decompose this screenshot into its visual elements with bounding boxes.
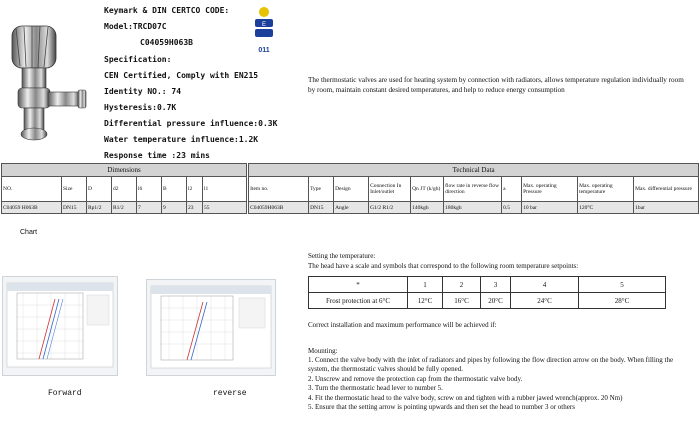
table-cell: R1/2 [112,202,137,214]
mounting-step: 3. Turn the thermostatic head lever to number 5. [308,384,443,393]
table-cell: 180kgh [444,202,502,214]
table-header-cell: l1 [203,177,247,202]
mounting-step: 4. Fit the thermostatic head to the valve body, screw on and tighten with a rubber jawed wrench(approx. 20 Nm) [308,393,623,402]
differential-pressure-influence: Differential pressure influence:0.3K [104,119,278,128]
temperature-header-cell: 3 [481,277,511,293]
temperature-cell: 28°C [579,293,666,309]
identity-number: Identity NO.: 74 [104,87,182,96]
model-number: Model:TRCD07C [104,22,167,31]
table-header-cell: Max. operating temperature [578,177,634,202]
table-header-cell: a [502,177,522,202]
temperature-cell: 12°C [408,293,443,309]
technical-data-header: Technical Data [249,164,699,177]
table-cell: 1bar [634,202,699,214]
table-header-cell: l6 [137,177,162,202]
table-header-cell: Qn JT (k/gh) [411,177,444,202]
table-header-cell: Max. differential pressure [634,177,699,202]
table-header-cell: Max. operating Pressure [522,177,578,202]
table-cell: Rp1/2 [87,202,112,214]
reverse-chart-image [146,279,276,376]
forward-caption: Forward [48,389,82,398]
temperature-cell: 20°C [481,293,511,309]
hysteresis: Hysteresis:0.7K [104,103,177,112]
table-cell: 140kgh [411,202,444,214]
reverse-caption: reverse [213,389,247,398]
spec-table [1,163,699,214]
table-cell: DN15 [62,202,87,214]
chart-label: Chart [20,229,38,236]
temperature-table [308,276,666,309]
temperature-header-row [309,277,666,293]
table-header-cell: l2 [187,177,203,202]
product-code: C04059H063B [140,38,193,47]
temperature-header-cell: 1 [408,277,443,293]
table-cell: DN15 [309,202,334,214]
temperature-header-cell: 4 [511,277,579,293]
table-cell: 55 [203,202,247,214]
table-header-cell: d2 [112,177,137,202]
reverse-chart-graphic [147,280,275,375]
table-cell: 10 bar [522,202,578,214]
mounting-step: 1. Connect the valve body with the inlet of radiators and pipes by following the flow direction arrow on the body. When filling the system, the thermostatic valves should be fully opened. [308,356,674,374]
table-cell: 0.5 [502,202,522,214]
mounting-title: Mounting: [308,347,338,355]
table-row [2,202,699,214]
temperature-header-cell: 5 [579,277,666,293]
cen-certified: CEN Certified, Comply with EN215 [104,71,259,80]
temperature-cell: 24°C [511,293,579,309]
svg-text:E: E [261,22,267,28]
forward-chart-image [2,276,118,376]
table-header-cell: Item no. [249,177,309,202]
temperature-header-cell: 2 [443,277,481,293]
keymark-logo [253,6,275,52]
table-cell: 120°C [578,202,634,214]
response-time: Response time :23 mins [104,151,210,160]
table-cell: C04059 H063B [2,202,62,214]
dimensions-header: Dimensions [2,164,247,177]
water-temperature-influence: Water temperature influence:1.2K [104,135,259,144]
table-group-row [2,164,699,177]
table-header-cell: Type [309,177,334,202]
table-cell: 7 [137,202,162,214]
table-header-row [2,177,699,202]
intro-text: The thermostatic valves are used for heating system by connection with radiators, allows temperature regulation individually room by room, maintain constant desired temperatures, and help to reduce energy consumption [308,76,684,94]
table-header-cell: D [87,177,112,202]
setting-title: Setting the temperature: [308,252,376,260]
mounting-step: 2. Unscrew and remove the protection cap from the thermostatic valve body. [308,374,523,383]
keymark-icon [253,6,275,42]
table-cell: 9 [162,202,187,214]
temperature-header-cell: * [309,277,408,293]
temperature-cell: 16°C [443,293,481,309]
table-header-cell: Design [334,177,369,202]
logo-number: 011 [258,47,270,54]
table-header-cell: NO. [2,177,62,202]
table-cell: G1/2 R1/2 [369,202,411,214]
table-header-cell: B [162,177,187,202]
mounting-steps [308,356,696,412]
table-cell: Angle [334,202,369,214]
table-cell: 23 [187,202,203,214]
correct-installation-text: Correct installation and maximum performance will be achieved if: [308,321,497,329]
specification-label: Specification: [104,55,172,64]
table-header-cell: Size [62,177,87,202]
setting-description: The head have a scale and symbols that correspond to the following room temperature setpoints: [308,262,579,270]
valve-image [4,4,94,154]
mounting-step: 5. Ensure that the setting arrow is pointing upwards and then set the head to number 3 or others [308,403,575,412]
table-header-cell: flow rate in reverse flow direction [444,177,502,202]
keymark-code: Keymark & DIN CERTCO CODE: [104,6,230,15]
temperature-row [309,293,666,309]
temperature-cell: Frost protection at 6°C [309,293,408,309]
forward-chart-graphic [3,277,117,375]
table-cell: C04059H063B [249,202,309,214]
table-header-cell: Connection In Inlet/outlet [369,177,411,202]
